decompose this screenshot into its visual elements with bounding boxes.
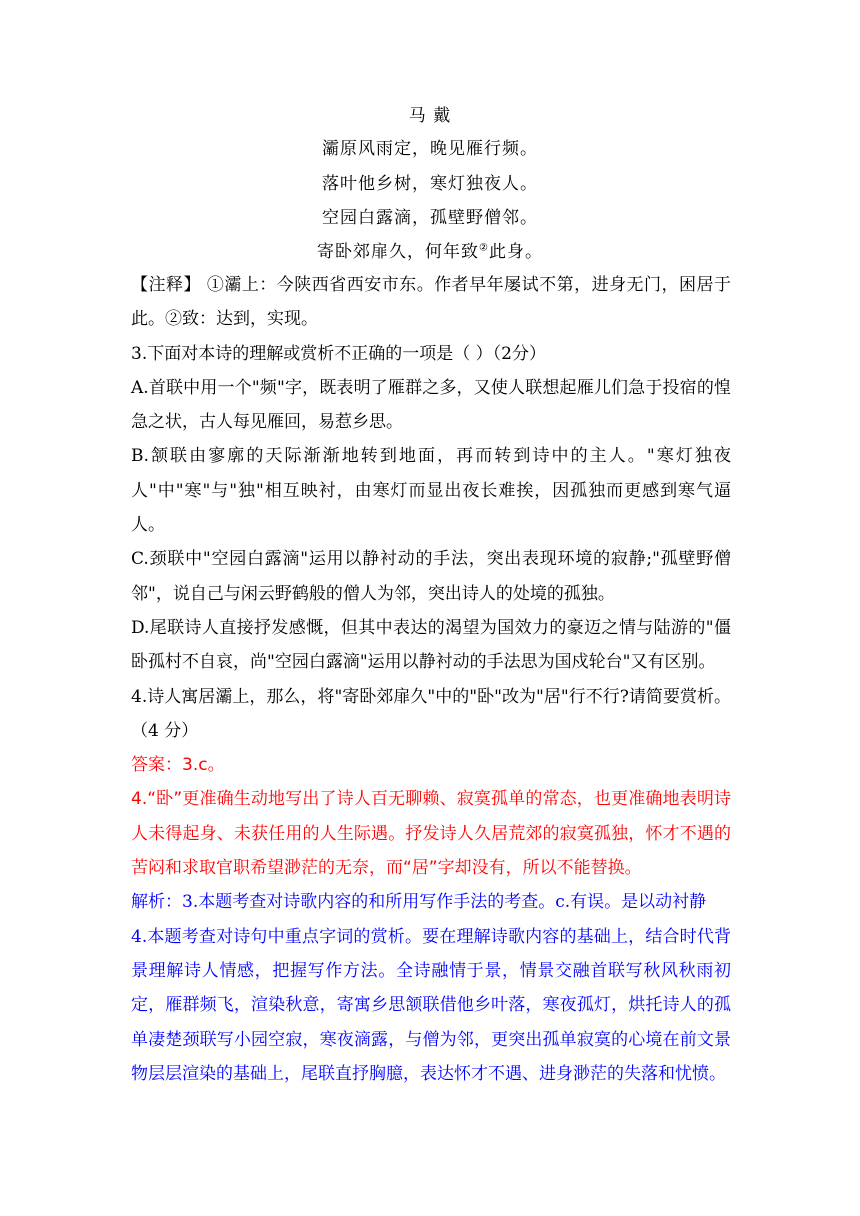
document-body: [131, 268, 731, 1091]
poem-line-4-part-b: 此身。: [488, 242, 543, 262]
answer-4: 4.“卧”更准确生动地写出了诗人百无聊赖、寂寞孤单的常态，也更准确地表明诗人未得起身、未获任用的人生际遇。抒发诗人久居荒郊的寂寞孤独，怀才不遇的苦闷和求取官职希望渺茫的无奈，而“居”字却没有，所以不能替换。: [131, 789, 731, 879]
question-3-option-a: A.首联中用一个"频"字，既表明了雁群之多，又使人联想起雁儿们急于投宿的惶急之状，古人每见雁回，易惹乡思。: [131, 377, 731, 433]
notes-paragraph: 【注释】 ①灞上：今陕西省西安市东。作者早年屡试不第，进身无门，困居于此。②致：达到，实现。: [131, 275, 731, 330]
poem-author: 马 戴: [408, 106, 452, 126]
analysis-4: 4.本题考查对诗句中重点字词的赏析。要在理解诗歌内容的基础上，结合时代背景理解诗人情感，把握写作方法。全诗融情于景，情景交融首联写秋风秋雨初定，雁群频飞，渲染秋意，寄寓乡思颔联借他乡叶落，寒夜孤灯，烘托诗人的孤单凄楚颈联写小园空寂，寒夜滴露，与僧为邻，更突出孤单寂寞的心境在前文景物层层渲染的基础上，尾联直抒胸臆，表达怀才不遇、进身渺茫的失落和忧愤。: [131, 926, 731, 1084]
question-3-stem: 3.下面对本诗的理解或赏析不正确的一项是（ ）（2分）: [131, 343, 546, 364]
poem-line-4-part-a: 寄卧郊扉久，何年致: [317, 242, 480, 262]
poem-line-4: [0, 240, 860, 264]
question-3-option-c: C.颈联中"空园白露滴"运用以静衬动的手法，突出表现环境的寂静;"孤壁野僧邻"，说自己与闲云野鹤般的僧人为邻，突出诗人的处境的孤独。: [131, 549, 731, 604]
question-4-stem: 4.诗人寓居灞上，那么，将"寄卧郊扉久"中的"卧"改为"居"行不行?请简要赏析。（4 分）: [131, 686, 731, 741]
poem-line-2: 落叶他乡树，寒灯独夜人。: [322, 174, 538, 194]
poem-line-1: 灞原风雨定，晚见雁行频。: [322, 139, 538, 159]
poem-line-3: 空园白露滴，孤壁野僧邻。: [322, 208, 538, 228]
question-3-option-b: B.颔联由寥廓的天际渐渐地转到地面，再而转到诗中的主人。"寒灯独夜人"中"寒"与"独"相互映衬，由寒灯而显出夜长难挨，因孤独而更感到寒气逼人。: [131, 446, 731, 536]
answer-3: 答案：3.c。: [131, 755, 225, 776]
poem-note-marker: ②: [479, 242, 489, 254]
question-3-option-d: D.尾联诗人直接抒发感慨，但其中表达的渴望为国效力的豪迈之情与陆游的"僵卧孤村不自哀，尚"空园白露滴"运用以静衬动的手法思为国戍轮台"又有区别。: [131, 617, 731, 673]
analysis-3: 解析：3.本题考查对诗歌内容的和所用写作手法的考查。c.有误。是以动衬静: [131, 892, 707, 913]
